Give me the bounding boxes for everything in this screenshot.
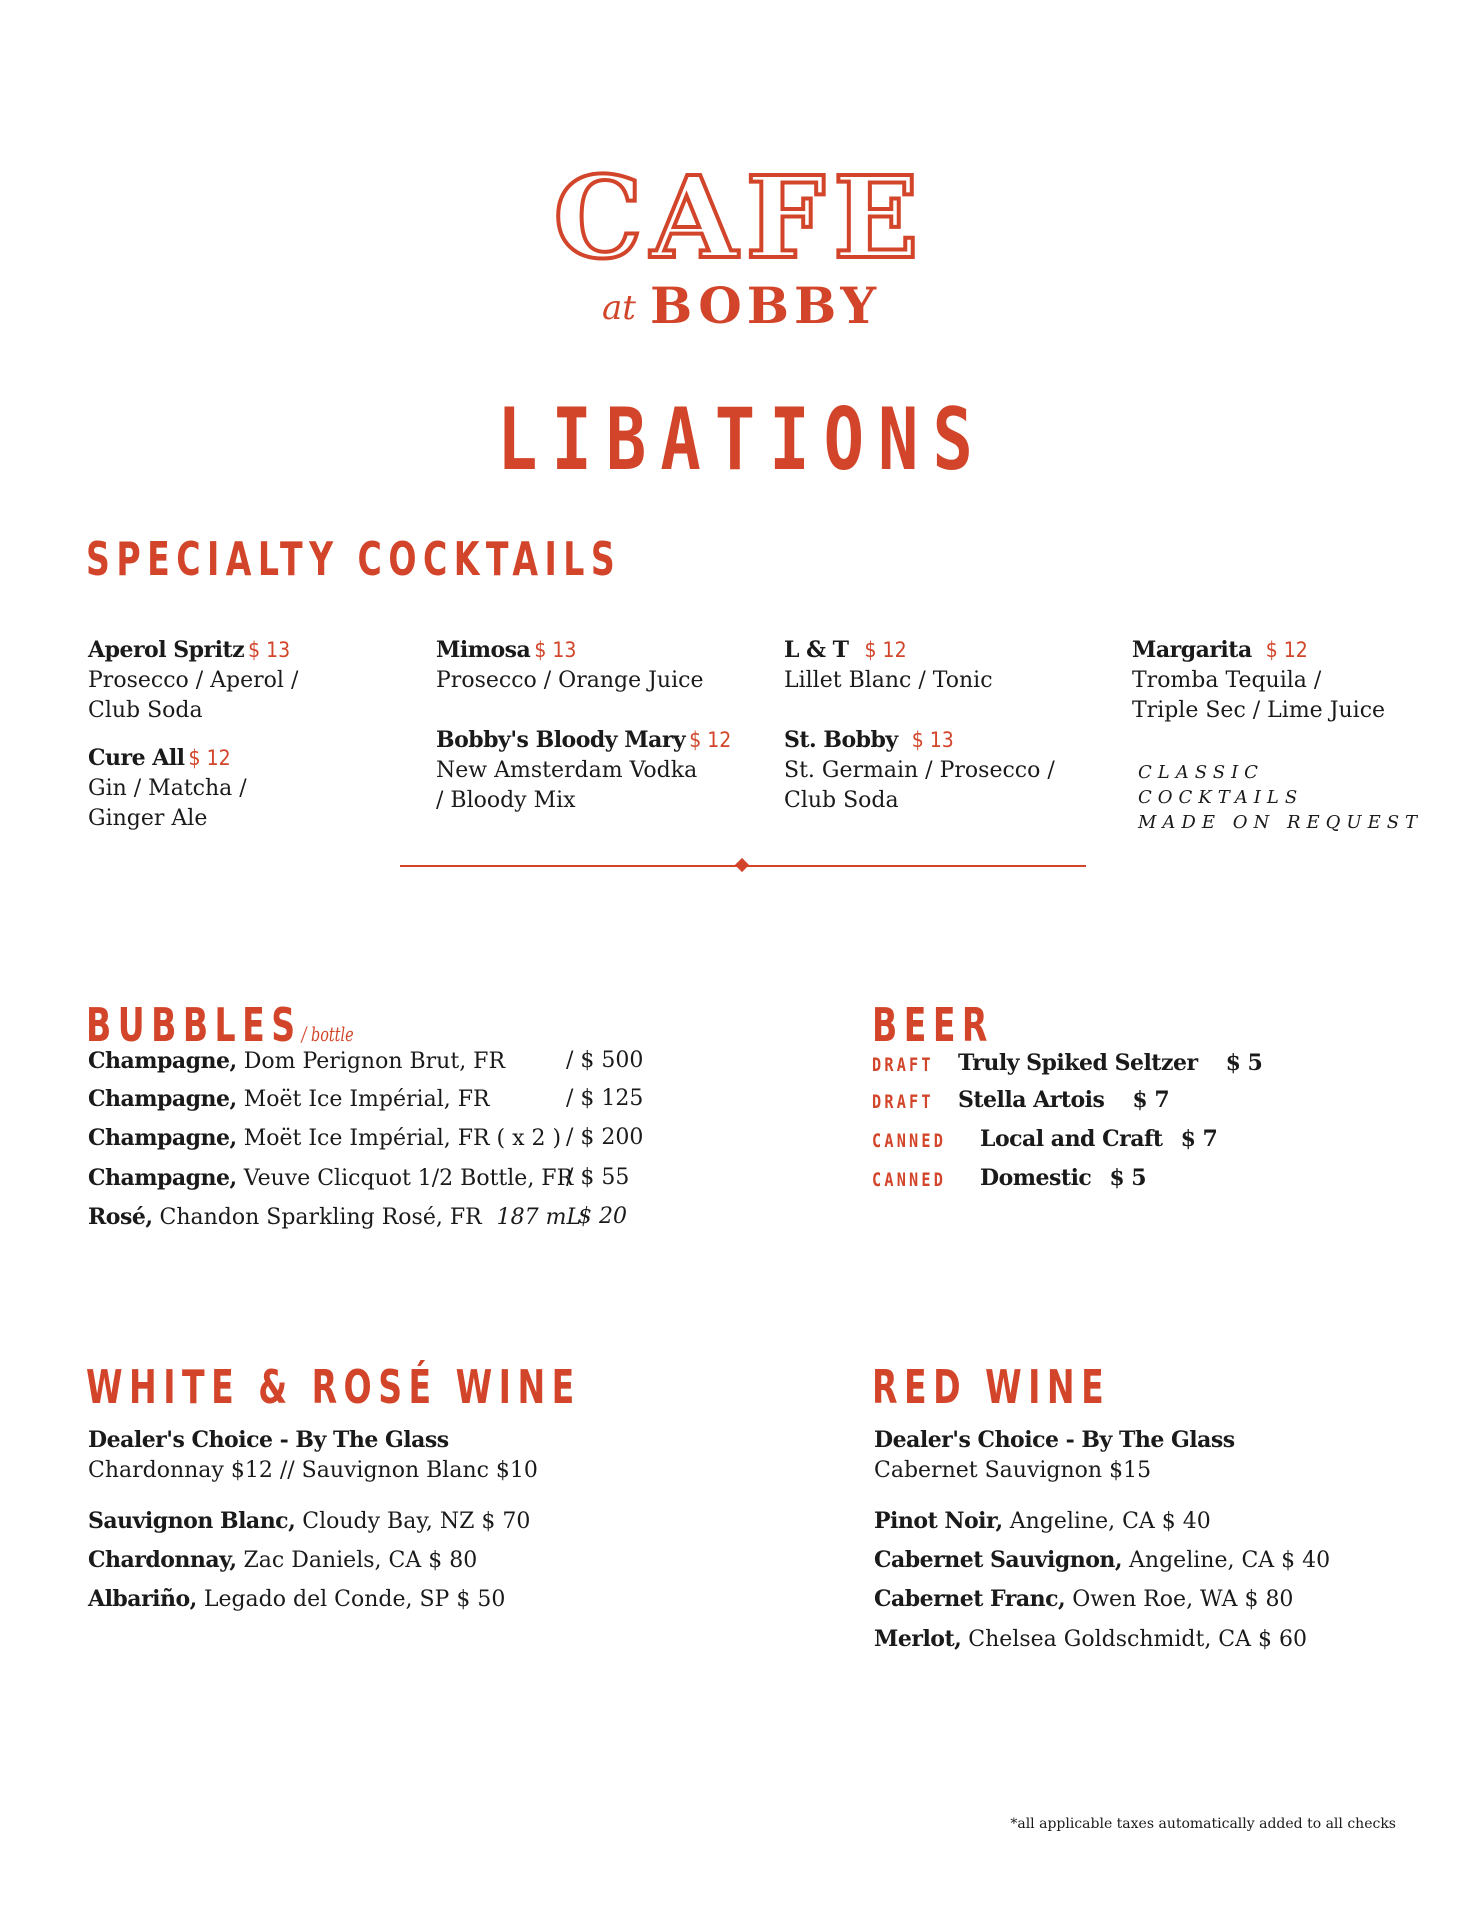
cocktail-price: $ 12	[188, 746, 231, 770]
cocktail-desc: New Amsterdam Vodka	[436, 758, 698, 783]
classic-cocktails-note	[1138, 760, 1423, 835]
cocktail-name: L & T	[784, 637, 849, 663]
cocktail-name: Mimosa	[436, 637, 531, 663]
page-title: LIBATIONS	[497, 390, 987, 490]
wine-desc: Angeline, CA $ 40	[1129, 1548, 1331, 1573]
wine-desc: Owen Roe, WA $ 80	[1072, 1587, 1294, 1612]
bubbles-name: Champagne,	[88, 1125, 237, 1151]
beer-heading: BEER	[872, 998, 994, 1052]
cocktail-desc: Lillet Blanc / Tonic	[784, 668, 993, 693]
bubbles-heading-text: BUBBLES	[86, 998, 302, 1052]
wine-name: Merlot,	[874, 1626, 962, 1652]
cafe-logo	[525, 165, 955, 275]
white-wine-item	[88, 1508, 530, 1534]
cocktail-price: $ 13	[911, 728, 954, 752]
bubbles-desc: Dom Perignon Brut, FR	[243, 1049, 506, 1074]
beer-price: $ 7	[1180, 1126, 1218, 1152]
bubbles-price: / $ 55	[566, 1165, 630, 1190]
cocktail-mimosa	[436, 635, 703, 696]
wine-desc: Chelsea Goldschmidt, CA $ 60	[968, 1627, 1307, 1652]
beer-price: $ 7	[1132, 1087, 1170, 1113]
cocktail-desc: Prosecco / Aperol /	[88, 668, 299, 693]
specialty-cocktails-heading: SPECIALTY COCKTAILS	[86, 532, 622, 586]
wine-name: Cabernet Franc,	[874, 1586, 1066, 1612]
cocktail-desc: Club Soda	[88, 698, 203, 723]
wine-desc: Angeline, CA $ 40	[1009, 1509, 1211, 1534]
beer-item	[958, 1050, 1262, 1076]
bubbles-name: Rosé,	[88, 1204, 153, 1230]
bubbles-item	[88, 1048, 505, 1074]
red-glass	[874, 1425, 1235, 1486]
red-wine-item	[874, 1547, 1330, 1573]
beer-tag: DRAFT	[872, 1091, 934, 1113]
wine-name: Sauvignon Blanc,	[88, 1508, 296, 1534]
cocktail-desc: St. Germain / Prosecco /	[784, 758, 1055, 783]
cocktail-desc: Club Soda	[784, 788, 899, 813]
bubbles-heading	[86, 998, 354, 1052]
cocktail-name: Bobby's Bloody Mary	[436, 727, 686, 753]
logo-bobby: BOBBY	[650, 276, 882, 335]
cocktail-name: St. Bobby	[784, 727, 898, 753]
logo-at: at	[602, 288, 636, 328]
cocktail-name: Cure All	[88, 745, 185, 771]
wine-name: Chardonnay,	[88, 1547, 237, 1573]
wine-desc: Legado del Conde, SP $ 50	[203, 1587, 506, 1612]
bubbles-item	[88, 1165, 573, 1191]
cocktail-desc: Tromba Tequila /	[1132, 668, 1322, 693]
cafe-logo-text: CAFE	[553, 165, 927, 275]
beer-item	[980, 1126, 1217, 1152]
wine-name: Albariño,	[88, 1586, 197, 1612]
red-wine-item	[874, 1508, 1211, 1534]
cocktail-desc: Ginger Ale	[88, 806, 208, 831]
cocktail-cure-all	[88, 743, 247, 834]
beer-price: $ 5	[1109, 1165, 1147, 1191]
cocktail-desc: Prosecco / Orange Juice	[436, 668, 704, 693]
cocktail-price: $ 12	[689, 728, 732, 752]
cocktail-price: $ 12	[864, 638, 907, 662]
bubbles-price: $ 20	[578, 1204, 627, 1229]
cocktail-margarita	[1132, 635, 1385, 726]
wine-desc: Cloudy Bay, NZ $ 70	[302, 1509, 531, 1534]
bubbles-desc: Chandon Sparkling Rosé, FR	[159, 1205, 482, 1230]
cocktail-desc: Gin / Matcha /	[88, 776, 247, 801]
cocktail-desc: Triple Sec / Lime Juice	[1132, 698, 1386, 723]
bubbles-size: 187 mL	[496, 1205, 582, 1230]
cocktail-desc: / Bloody Mix	[436, 788, 576, 813]
cocktail-name: Aperol Spritz	[88, 637, 245, 663]
cocktail-st-bobby	[784, 725, 1055, 816]
classic-line: MADE ON REQUEST	[1138, 812, 1424, 833]
bubbles-item	[88, 1125, 561, 1151]
beer-price: $ 5	[1225, 1050, 1263, 1076]
cocktail-l-and-t	[784, 635, 993, 696]
cocktail-name: Margarita	[1132, 637, 1252, 663]
red-wine-item	[874, 1586, 1293, 1612]
cocktail-price: $ 12	[1265, 638, 1308, 662]
bubbles-desc: Moët Ice Impérial, FR	[243, 1087, 490, 1112]
white-glass	[88, 1425, 538, 1486]
glass-desc: Cabernet Sauvignon $15	[874, 1458, 1152, 1483]
bubbles-subheading: / bottle	[301, 1022, 354, 1046]
wine-name: Cabernet Sauvignon,	[874, 1547, 1123, 1573]
bubbles-price: / $ 200	[566, 1125, 644, 1150]
red-wine-heading: RED WINE	[872, 1360, 1111, 1414]
beer-item	[980, 1165, 1146, 1191]
bubbles-price: / $ 500	[566, 1048, 644, 1073]
beer-tag: DRAFT	[872, 1054, 934, 1076]
white-wine-heading: WHITE & ROSÉ WINE	[86, 1360, 581, 1414]
cocktail-price: $ 13	[534, 638, 577, 662]
beer-item	[958, 1087, 1169, 1113]
bubbles-name: Champagne,	[88, 1086, 237, 1112]
glass-title: Dealer's Choice - By The Glass	[874, 1427, 1235, 1453]
bubbles-desc: Veuve Clicquot 1/2 Bottle, FR	[243, 1166, 574, 1191]
cocktail-bloody-mary	[436, 725, 731, 816]
white-wine-item	[88, 1586, 505, 1612]
cocktail-aperol-spritz	[88, 635, 298, 726]
beer-name: Domestic	[980, 1165, 1092, 1191]
bubbles-name: Champagne,	[88, 1048, 237, 1074]
wine-name: Pinot Noir,	[874, 1508, 1003, 1534]
white-wine-item	[88, 1547, 477, 1573]
bubbles-desc: Moët Ice Impérial, FR ( x 2 )	[243, 1126, 562, 1151]
beer-tag: CANNED	[872, 1169, 947, 1191]
bubbles-name: Champagne,	[88, 1165, 237, 1191]
red-wine-item	[874, 1626, 1307, 1652]
cocktail-price: $ 13	[248, 638, 291, 662]
wine-desc: Zac Daniels, CA $ 80	[243, 1548, 478, 1573]
beer-name: Stella Artois	[958, 1087, 1105, 1113]
beer-name: Truly Spiked Seltzer	[958, 1050, 1198, 1076]
classic-line: CLASSIC	[1138, 762, 1264, 783]
bubbles-item	[88, 1086, 490, 1112]
tax-footnote: *all applicable taxes automatically added to all checks	[1010, 1816, 1396, 1832]
beer-tag: CANNED	[872, 1130, 947, 1152]
beer-name: Local and Craft	[980, 1126, 1163, 1152]
bubbles-item	[88, 1204, 581, 1230]
glass-desc: Chardonnay $12 // Sauvignon Blanc $10	[88, 1458, 538, 1483]
bubbles-price: / $ 125	[566, 1086, 644, 1111]
glass-title: Dealer's Choice - By The Glass	[88, 1427, 449, 1453]
classic-line: COCKTAILS	[1138, 787, 1304, 808]
divider-diamond-icon	[735, 858, 749, 872]
